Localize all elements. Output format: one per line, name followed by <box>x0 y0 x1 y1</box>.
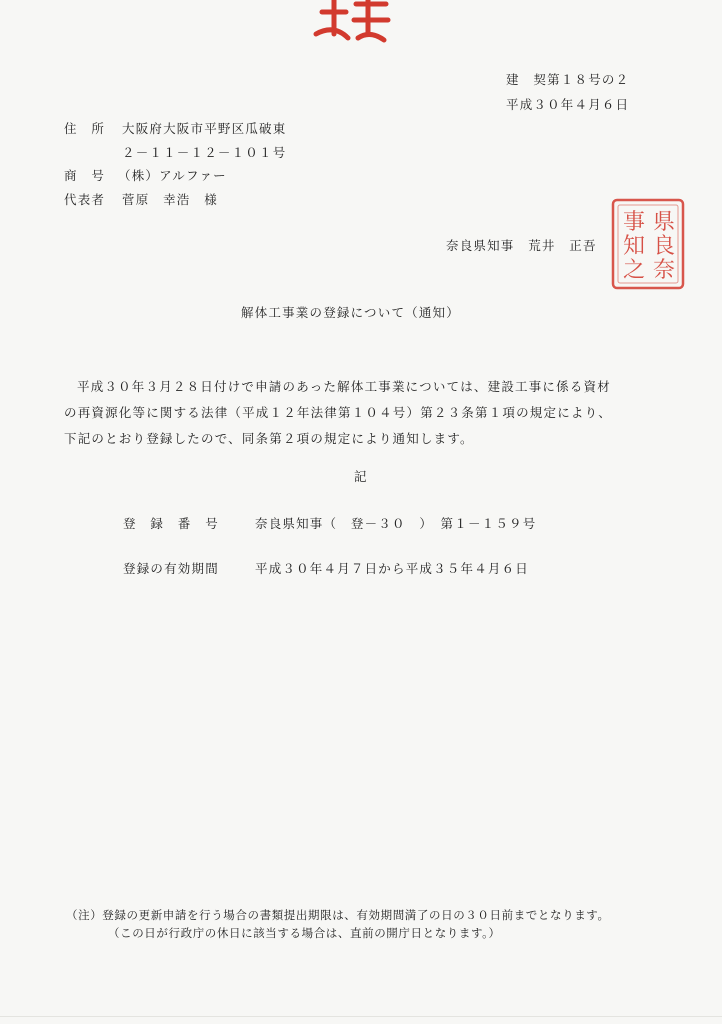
validity-period-label: 登録の有効期間 <box>123 561 219 576</box>
seal-char-5: 知 <box>622 234 646 259</box>
address-line1: 大阪府大阪市平野区瓜破東 <box>122 121 287 136</box>
sender-name: 奈良県知事 荒井 正吾 <box>446 238 597 253</box>
trade-name-label: 商 号 <box>64 168 106 183</box>
header-block <box>506 72 629 122</box>
footnote-line-2: （この日が行政庁の休日に該当する場合は、直前の開庁日となります。） <box>108 926 501 940</box>
body-line-3: 下記のとおり登録したので、同条第２項の規定により通知します。 <box>64 431 474 446</box>
seal-char-6: 之 <box>622 258 646 283</box>
registration-number-label: 登 録 番 号 <box>123 516 219 531</box>
ki-marker: 記 <box>354 469 368 484</box>
seal-char-2: 良 <box>652 234 676 259</box>
seal-char-1: 県 <box>652 210 676 235</box>
document-number: 建 契第１８号の２ <box>506 72 630 87</box>
body-line-1: 平成３０年３月２８日付けで申請のあった解体工事業については、建設工事に係る資材 <box>77 379 611 394</box>
governor-seal <box>610 197 686 291</box>
page-edge-line <box>0 1016 722 1017</box>
document-title: 解体工事業の登録について（通知） <box>241 305 460 320</box>
address-line2: ２－１１－１２－１０１号 <box>122 145 287 160</box>
official-seal-top <box>308 0 394 46</box>
footnote-line-1: （注）登録の更新申請を行う場合の書類提出期限は、有効期間満了の日の３０日前までとなります。 <box>66 908 610 922</box>
footnote <box>66 906 610 942</box>
issue-date: 平成３０年４月６日 <box>506 97 630 112</box>
trade-name: （株）アルファー <box>118 168 227 183</box>
body-paragraph <box>64 374 674 452</box>
seal-char-3: 奈 <box>652 258 676 283</box>
registration-number-value: 奈良県知事（ 登－３０ ） 第１－１５９号 <box>255 516 537 531</box>
validity-period-value: 平成３０年４月７日から平成３５年４月６日 <box>255 561 530 576</box>
representative-label: 代表者 <box>64 192 106 207</box>
address-label: 住 所 <box>64 121 106 136</box>
seal-char-4: 事 <box>622 210 646 235</box>
representative-name: 菅原 幸浩 様 <box>122 192 218 207</box>
body-line-2: の再資源化等に関する法律（平成１２年法律第１０４号）第２３条第１項の規定により、 <box>64 405 613 420</box>
